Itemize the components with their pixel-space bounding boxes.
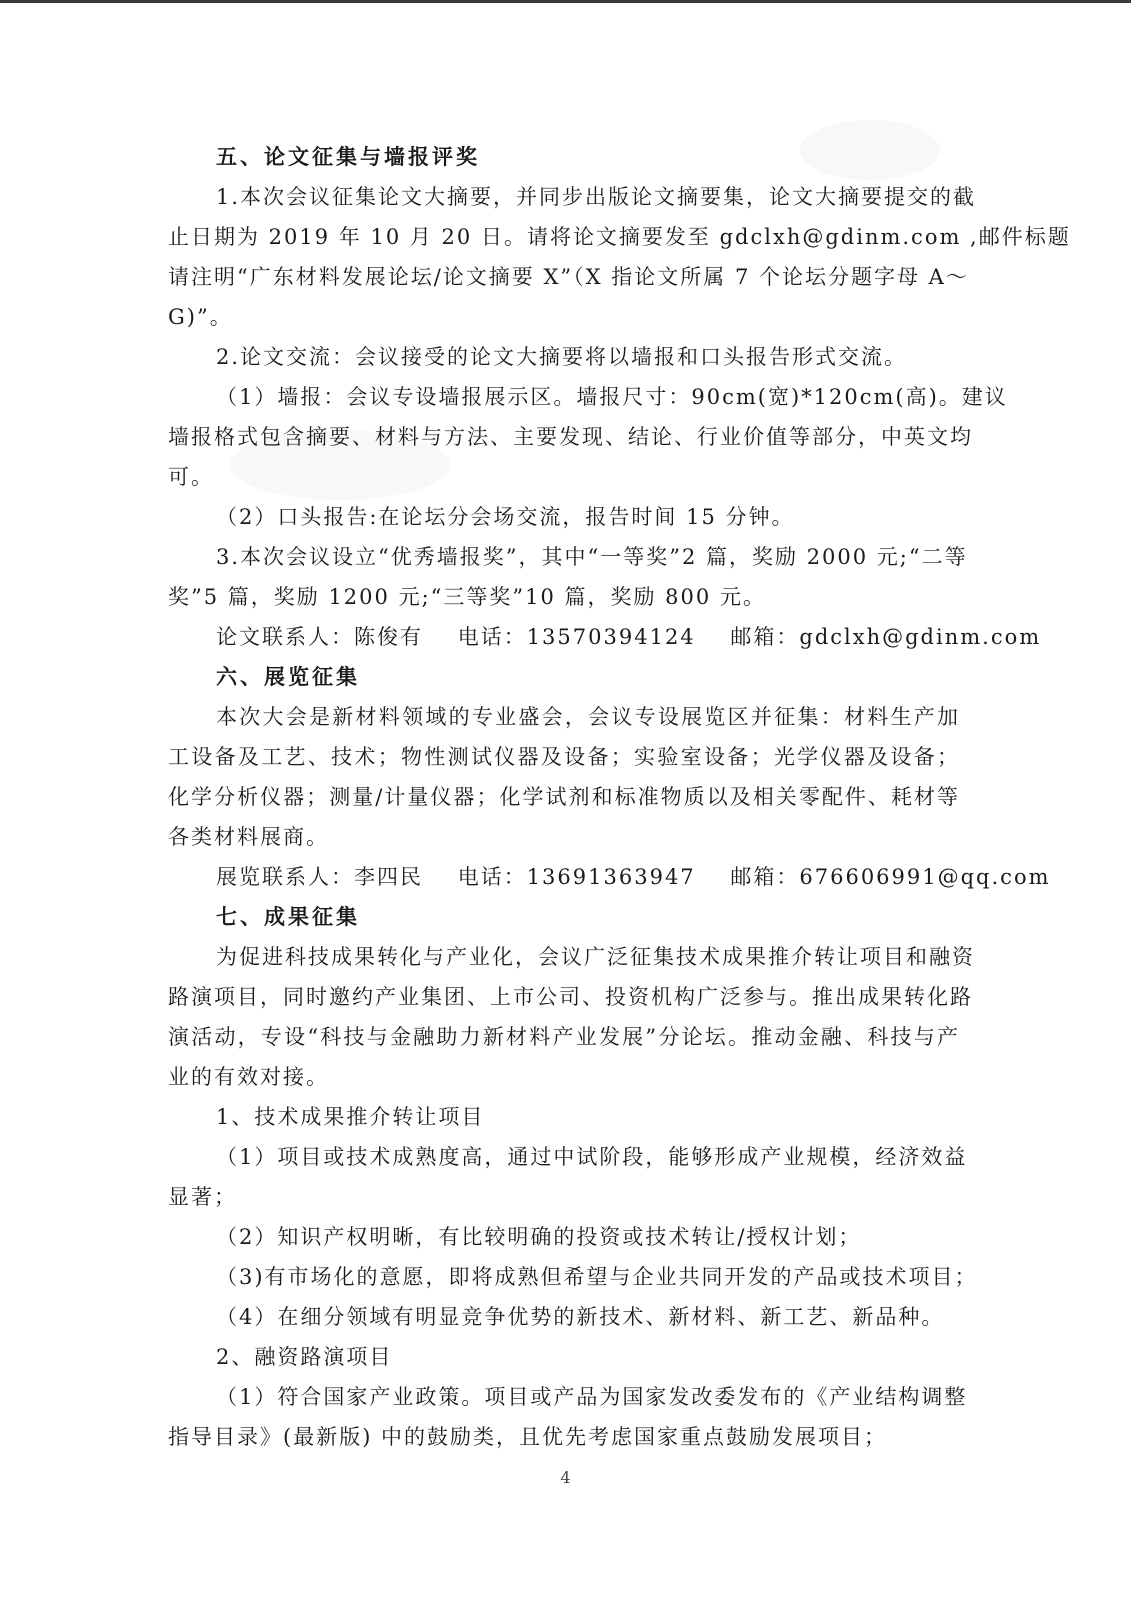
section-heading-seven: 七、成果征集 — [216, 905, 360, 929]
paragraph-line: 各类材料展商。 — [168, 825, 329, 849]
paragraph-line: 1.本次会议征集论文大摘要，并同步出版论文摘要集，论文大摘要提交的截 — [216, 185, 977, 209]
subsection-title: 2、融资路演项目 — [216, 1345, 393, 1369]
paragraph-line: 奖”5 篇，奖励 1200 元;“三等奖”10 篇，奖励 800 元。 — [168, 585, 766, 609]
paragraph-line: 为促进科技成果转化与产业化，会议广泛征集技术成果推介转让项目和融资 — [216, 945, 975, 969]
list-item: （1）项目或技术成熟度高，通过中试阶段，能够形成产业规模，经济效益 — [216, 1145, 968, 1169]
paragraph-line: 可。 — [168, 465, 214, 489]
list-item: （2）知识产权明晰，有比较明确的投资或技术转让/授权计划； — [216, 1225, 862, 1249]
paragraph-line: G)”。 — [168, 305, 233, 329]
subsection-title: 1、技术成果推介转让项目 — [216, 1105, 485, 1129]
paragraph-line: （1）墙报：会议专设墙报展示区。墙报尺寸：90cm(宽)*120cm(高)。建议 — [216, 385, 1008, 409]
paragraph-line: （2）口头报告:在论坛分会场交流，报告时间 15 分钟。 — [216, 505, 795, 529]
paragraph-line: 本次大会是新材料领域的专业盛会，会议专设展览区并征集：材料生产加 — [216, 705, 960, 729]
contact-line-exhibition: 展览联系人：李四民 电话：13691363947 邮箱：676606991@qq.com — [216, 865, 1051, 889]
list-item: （3)有市场化的意愿，即将成熟但希望与企业共同开发的产品或技术项目； — [216, 1265, 978, 1289]
contact-line-paper: 论文联系人：陈俊有 电话：13570394124 邮箱：gdclxh@gdinm.com — [216, 625, 1042, 649]
paragraph-line: 化学分析仪器；测量/计量仪器；化学试剂和标准物质以及相关零配件、耗材等 — [168, 785, 960, 809]
paragraph-line: 工设备及工艺、技术；物性测试仪器及设备；实验室设备；光学仪器及设备； — [168, 745, 960, 769]
list-item: 显著； — [168, 1185, 237, 1209]
paragraph-line: 请注明“广东材料发展论坛/论文摘要 X”（X 指论文所属 7 个论坛分题字母 A～ — [168, 265, 969, 289]
list-item: （4）在细分领域有明显竞争优势的新技术、新材料、新工艺、新品种。 — [216, 1305, 945, 1329]
document-body — [168, 137, 1071, 1457]
page-number: 4 — [560, 1468, 571, 1487]
section-heading-five: 五、论文征集与墙报评奖 — [216, 145, 480, 169]
scan-top-border — [0, 0, 1131, 3]
section-heading-six: 六、展览征集 — [216, 665, 360, 689]
paragraph-line: 路演项目，同时邀约产业集团、上市公司、投资机构广泛参与。推出成果转化路 — [168, 985, 973, 1009]
paragraph-line: 墙报格式包含摘要、材料与方法、主要发现、结论、行业价值等部分，中英文均 — [168, 425, 973, 449]
paragraph-line: 止日期为 2019 年 10 月 20 日。请将论文摘要发至 gdclxh@gdinm.com ,邮件标题 — [168, 225, 1071, 249]
paragraph-line: 业的有效对接。 — [168, 1065, 329, 1089]
paragraph-line: 演活动，专设“科技与金融助力新材料产业发展”分论坛。推动金融、科技与产 — [168, 1025, 960, 1049]
list-item: 指导目录》(最新版) 中的鼓励类，且优先考虑国家重点鼓励发展项目； — [168, 1425, 888, 1449]
paragraph-line: 2.论文交流：会议接受的论文大摘要将以墙报和口头报告形式交流。 — [216, 345, 908, 369]
list-item: （1）符合国家产业政策。项目或产品为国家发改委发布的《产业结构调整 — [216, 1385, 968, 1409]
paragraph-line: 3.本次会议设立“优秀墙报奖”，其中“一等奖”2 篇，奖励 2000 元;“二等 — [216, 545, 968, 569]
